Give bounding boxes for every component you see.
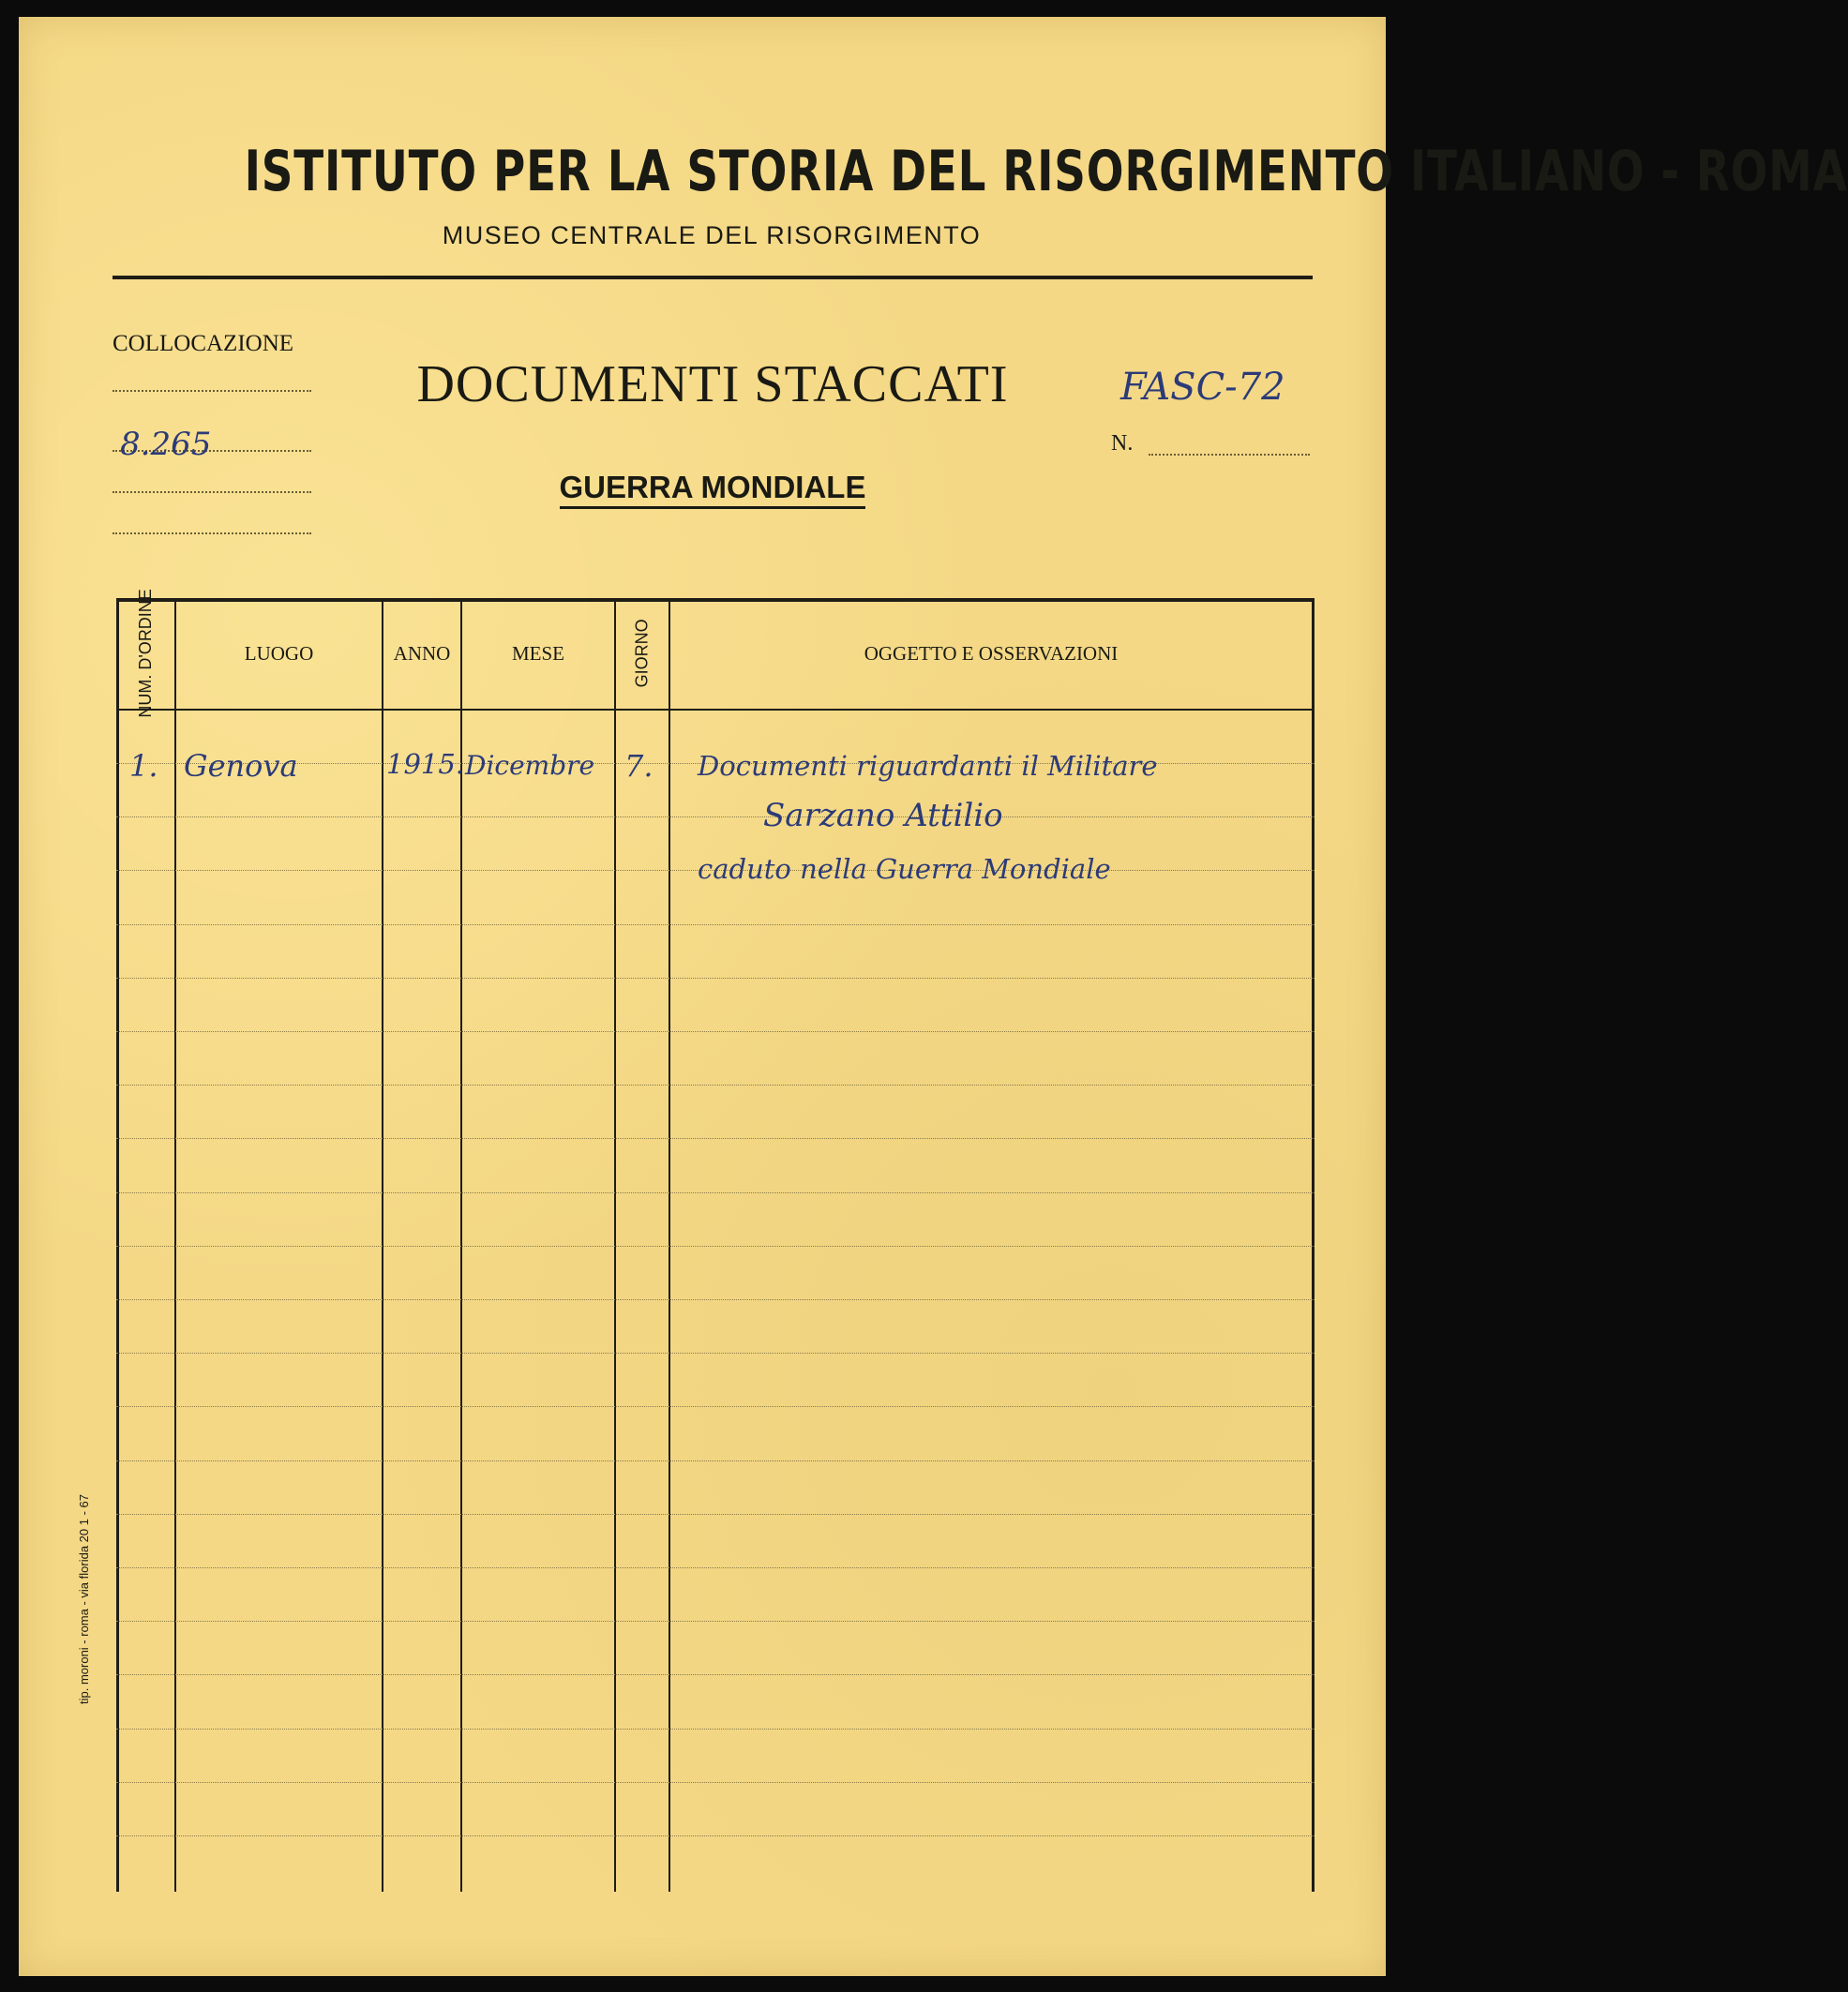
ruled-line [116,1514,1315,1515]
register-table [116,589,1315,1892]
collocazione-line-1 [113,390,311,392]
header-oggetto: OGGETTO E OSSERVAZIONI [864,641,1119,665]
document-title: DOCUMENTI STACCATI [416,355,1009,413]
collocazione-line-3 [113,491,311,493]
header-mese: MESE [511,641,564,665]
ruled-line [116,1406,1315,1407]
entry-anno: 1915. [386,748,465,780]
table-header-rule [116,709,1315,711]
ruled-line [116,978,1315,979]
header-luogo: LUOGO [244,641,314,665]
document-sheet [19,17,1848,1976]
museum-subtitle: MUSEO CENTRALE DEL RISORGIMENTO [442,221,982,249]
ruled-line [116,1674,1315,1675]
collocazione-line-4 [113,532,311,534]
col-line-5 [669,598,670,1892]
ruled-line [116,1835,1315,1836]
section-title: GUERRA MONDIALE [431,470,994,505]
header-rule [113,276,1313,279]
entry-oggetto-line-1: Documenti riguardanti il Militare [698,750,1158,782]
entry-oggetto-line-2: Sarzano Attilio [763,797,1003,834]
entry-num: 1. [129,748,158,784]
number-label: N. [1111,431,1134,456]
header-num-ordine: NUM. D'ORDINE [136,589,156,718]
collocazione-label: COLLOCAZIONE [113,331,294,356]
ruled-line [116,1567,1315,1568]
ruled-line [116,1138,1315,1139]
ruled-line [116,1729,1315,1730]
institute-title: ISTITUTO PER LA STORIA DEL RISORGIMENTO ITALIANO - ROMA [244,139,1848,204]
ruled-line [116,1085,1315,1086]
ruled-line [116,1031,1315,1032]
col-line-3 [460,598,462,1892]
col-line-4 [614,598,616,1892]
col-line-6 [1312,598,1315,1892]
ruled-line [116,1299,1315,1300]
fascicolo-note: FASC-72 [1120,366,1285,409]
entry-oggetto-line-3: caduto nella Guerra Mondiale [698,853,1111,885]
ruled-line [116,816,1315,817]
ruled-line [116,924,1315,925]
entry-luogo: Genova [184,748,298,784]
col-line-1 [174,598,176,1892]
header-giorno: GIORNO [632,619,652,688]
printer-imprint: tip. moroni - roma - via florida 20 1 - 67 [77,1494,91,1704]
ruled-line [116,1460,1315,1461]
collocazione-value: 8.265 [120,426,212,463]
ruled-line [116,1353,1315,1354]
ruled-line [116,1621,1315,1622]
header-anno: ANNO [393,641,451,665]
entry-mese: Dicembre [465,750,595,781]
col-line-2 [382,598,383,1892]
col-line-0 [116,598,119,1892]
number-line [1149,454,1310,456]
entry-giorno: 7. [624,748,654,784]
ruled-line [116,1192,1315,1193]
ruled-line [116,1782,1315,1783]
ruled-line [116,1246,1315,1247]
